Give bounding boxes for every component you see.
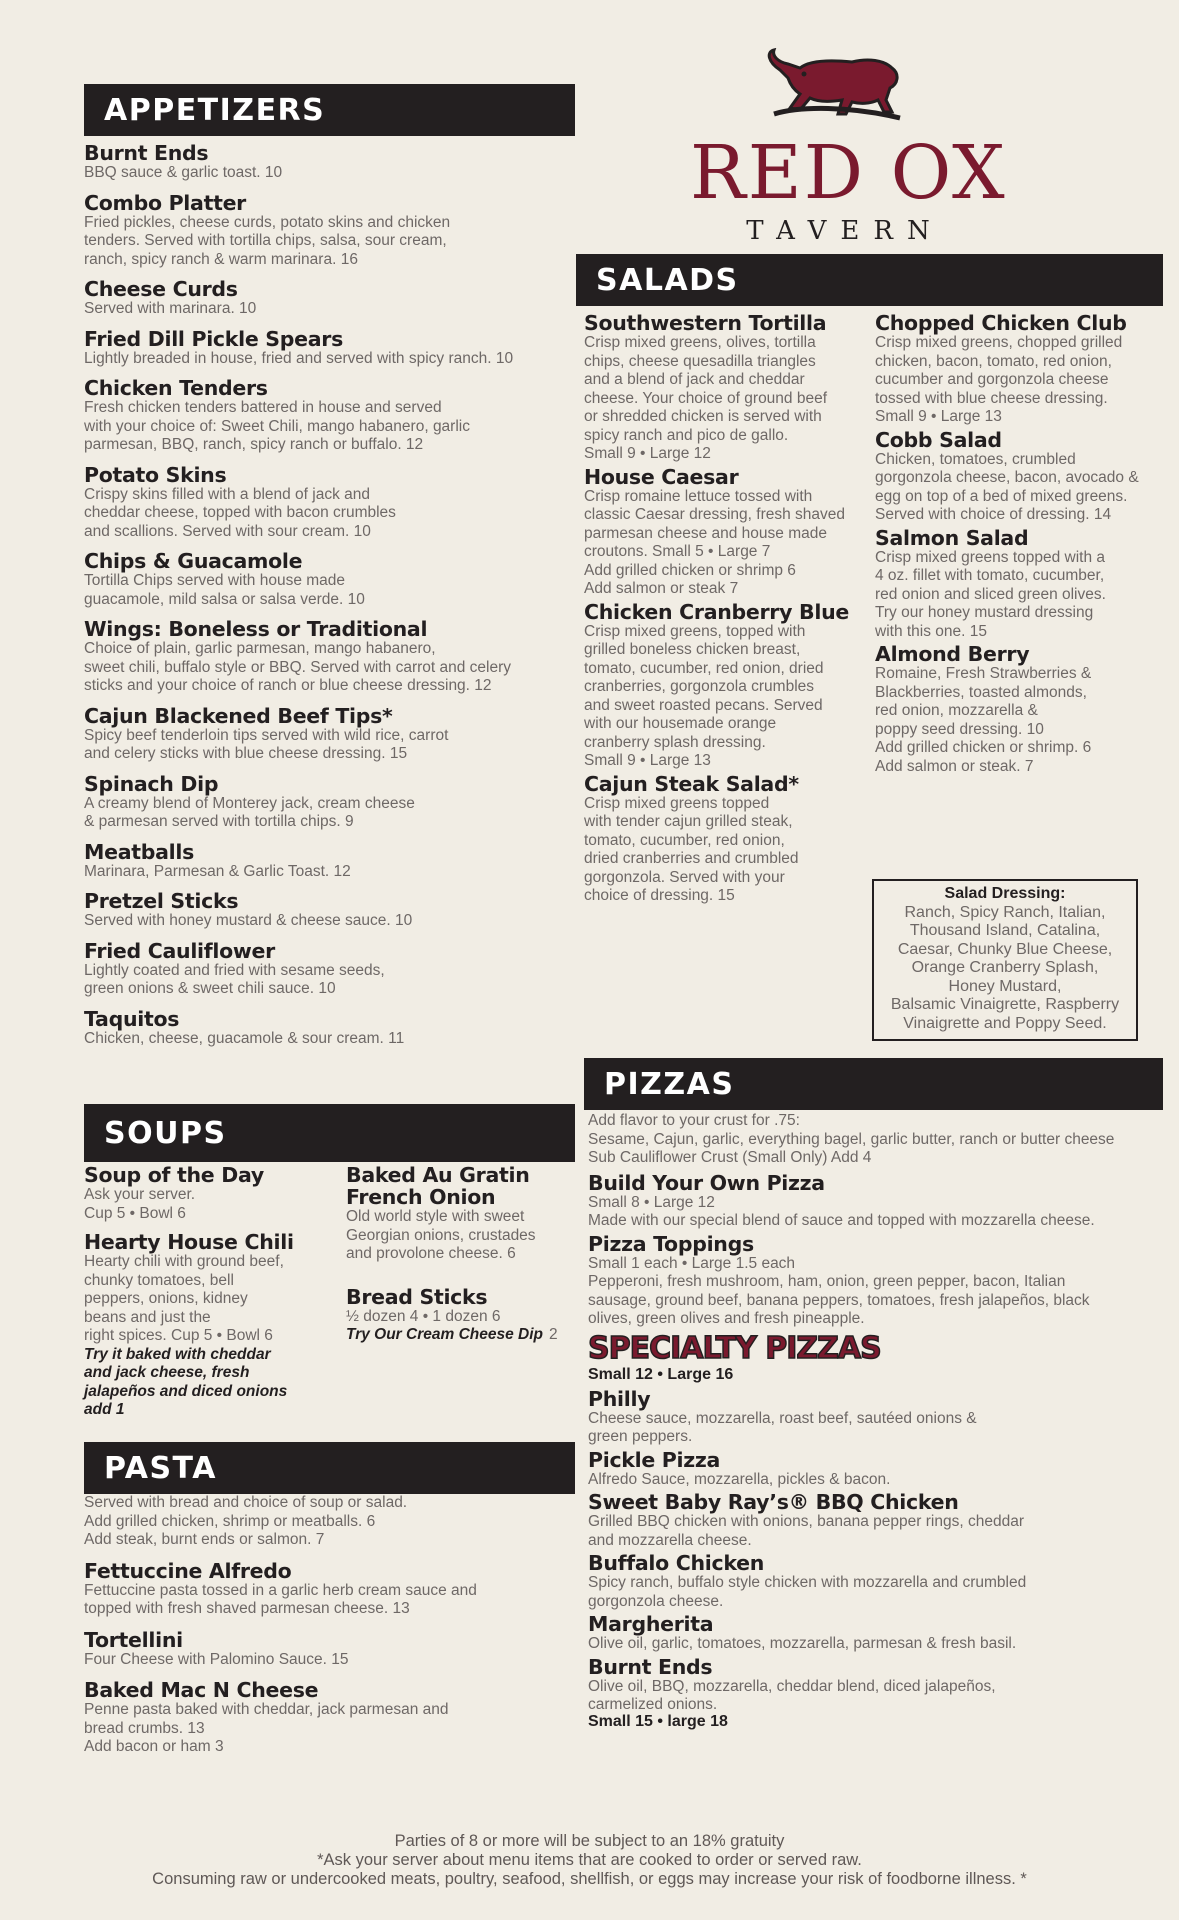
menu-item-description: Crisp romaine lettuce tossed with classic Caesar dressing, fresh shaved parmesan cheese and house made croutons. Small 5 • Large 7 Add grilled chicken or shrimp 6 Add salmon or steak 7 xyxy=(584,487,846,597)
menu-item-description: Alfredo Sauce, mozzarella, pickles & bacon. xyxy=(588,1470,891,1488)
menu-item xyxy=(588,1388,1168,1447)
appetizers-header: APPETIZERS xyxy=(84,84,575,136)
menu-item-description: ½ dozen 4 • 1 dozen 6 xyxy=(346,1307,501,1325)
menu-item-name: Taquitos xyxy=(84,1006,180,1031)
menu-item xyxy=(584,601,869,771)
menu-item-description: Crisp mixed greens, olives, tortilla chips, cheese quesadilla triangles and a blend of jack and cheddar cheese. Your choice of ground beef or shredded chicken is served with spicy ranch and pico de gallo. Small 9 • Large 12 xyxy=(584,334,828,462)
menu-item xyxy=(84,1008,584,1049)
menu-item-description: Choice of plain, garlic parmesan, mango habanero, sweet chili, buffalo style or BBQ. Served with carrot and celery sticks and your choice of ranch or blue cheese dressing. 12 xyxy=(84,640,512,694)
menu-item-description: Chicken, tomatoes, crumbled gorgonzola cheese, bacon, avocado & egg on top of a bed of mixed greens. Served with choice of dressing. 14 xyxy=(875,450,1139,523)
menu-item xyxy=(84,377,584,455)
menu-item-description: A creamy blend of Monterey jack, cream cheese & parmesan served with tortilla chips. 9 xyxy=(84,794,415,830)
menu-item-description: Cheese sauce, mozzarella, roast beef, sautéed onions & green peppers. xyxy=(588,1409,977,1445)
menu-item xyxy=(875,643,1160,776)
menu-item xyxy=(84,705,584,764)
menu-item xyxy=(588,1491,1168,1550)
menu-item-name: Cheese Curds xyxy=(84,277,238,301)
menu-item xyxy=(875,429,1160,525)
pasta-intro: Served with bread and choice of soup or salad. Add grilled chicken, shrimp or meatballs. 6 Add steak, burnt ends or salmon. 7 xyxy=(84,1494,408,1548)
menu-item-name: Fried Cauliflower xyxy=(84,938,275,963)
salads-header: SALADS xyxy=(576,254,1163,306)
salad-dressing-list: Ranch, Spicy Ranch, Italian, Thousand Island, Catalina, Caesar, Chunky Blue Cheese, Orange Cranberry Splash, Honey Mustard, Balsamic Vinaigrette, Raspberry Vinaigrette and Poppy Seed. xyxy=(890,903,1120,1032)
menu-item-name: Baked Mac N Cheese xyxy=(84,1678,319,1702)
menu-item xyxy=(84,773,584,832)
menu-item-note-text: Try Our Cream Cheese Dip xyxy=(346,1326,543,1343)
menu-item xyxy=(346,1164,586,1264)
menu-item-description: Grilled BBQ chicken with onions, banana pepper rings, cheddar and mozzarella cheese. xyxy=(588,1513,1024,1549)
pizzas-section xyxy=(588,1112,1168,1731)
salads-left-list xyxy=(584,312,869,908)
menu-item-description: Small 1 each • Large 1.5 each Pepperoni, fresh mushroom, ham, onion, green pepper, bacon, Italian sausage, ground beef, banana peppers, tomatoes, fresh jalapeños, black olives, green olives and fresh pineapple. xyxy=(588,1254,1090,1327)
menu-item-description: Romaine, Fresh Strawberries & Blackberries, toasted almonds, red onion, mozzarella & poppy seed dressing. 10 Add grilled chicken or shrimp. 6 Add salmon or steak. 7 xyxy=(875,665,1092,775)
menu-item-description: Fried pickles, cheese curds, potato skins and chicken tenders. Served with tortilla chips, salsa, sour cream, ranch, spicy ranch & warm marinara. 16 xyxy=(84,213,451,268)
soups-left-list xyxy=(84,1164,334,1428)
menu-item-name: Philly xyxy=(588,1386,651,1411)
menu-item xyxy=(588,1233,1168,1329)
pasta-section xyxy=(84,1494,584,1767)
menu-item xyxy=(84,464,584,542)
menu-item-name: Wings: Boneless or Traditional xyxy=(84,617,428,641)
menu-item xyxy=(875,312,1160,427)
menu-item-name: Chicken Tenders xyxy=(84,376,268,400)
menu-item xyxy=(84,890,584,931)
ox-icon xyxy=(760,48,910,132)
menu-item-name: Pretzel Sticks xyxy=(84,889,239,913)
menu-item xyxy=(588,1656,1168,1715)
menu-item-description: Lightly coated and fried with sesame seeds, green onions & sweet chili sauce. 10 xyxy=(84,961,385,997)
pizzas-intro: Add flavor to your crust for .75: Sesame, Cajun, garlic, everything bagel, garlic butter, ranch or butter cheese Sub Cauliflower Crust (Small Only) Add 4 xyxy=(588,1112,1115,1166)
menu-item-description: Crisp mixed greens topped with tender cajun grilled steak, tomato, cucumber, red onion, dried cranberries and crumbled gorgonzola. Served with your choice of dressing. 15 xyxy=(584,794,799,904)
pizzas-header: PIZZAS xyxy=(584,1058,1163,1110)
menu-item-name: Hearty House Chili xyxy=(84,1230,294,1254)
menu-item-name: Fried Dill Pickle Spears xyxy=(84,326,343,351)
menu-item-name: Baked Au Gratin French Onion xyxy=(346,1163,530,1209)
menu-item xyxy=(584,312,869,464)
specialty-prices: Small 12 • Large 16 xyxy=(588,1365,734,1383)
menu-item-description: Hearty chili with ground beef, chunky tomatoes, bell peppers, onions, kidney beans and just the right spices. Cup 5 • Bowl 6 xyxy=(84,1253,284,1344)
menu-item-name: Bread Sticks xyxy=(346,1284,488,1309)
menu-item-note xyxy=(346,1326,586,1345)
menu-item-description: Crisp mixed greens, chopped grilled chicken, bacon, tomato, red onion, cucumber and gorgonzola cheese tossed with blue cheese dressing. Small 9 • Large 13 xyxy=(875,334,1123,425)
footer-raw-notice: *Ask your server about menu items that are cooked to order or served raw. xyxy=(317,1851,862,1869)
menu-item-name: Tortellini xyxy=(84,1627,183,1652)
menu-item-description: Served with honey mustard & cheese sauce. 10 xyxy=(84,912,413,929)
specialty-pizzas-title: SPECIALTY PIZZAS xyxy=(588,1330,881,1366)
salad-dressing-title: Salad Dressing: xyxy=(944,885,1066,902)
menu-item xyxy=(588,1613,1168,1654)
soups-right-list xyxy=(346,1164,586,1367)
menu-item-name: Chicken Cranberry Blue xyxy=(584,599,849,624)
menu-item-name: Pickle Pizza xyxy=(588,1447,721,1472)
pasta-header: PASTA xyxy=(84,1442,575,1494)
menu-item-name: Cobb Salad xyxy=(875,427,1002,452)
menu-item xyxy=(588,1172,1168,1231)
menu-item xyxy=(584,466,869,599)
menu-item xyxy=(84,550,584,609)
menu-item-name: Cajun Blackened Beef Tips* xyxy=(84,703,393,728)
menu-item-name: Southwestern Tortilla xyxy=(584,311,827,335)
menu-item-description: Lightly breaded in house, fried and served with spicy ranch. 10 xyxy=(84,349,514,367)
menu-item xyxy=(588,1449,1168,1490)
menu-item xyxy=(84,841,584,882)
menu-item xyxy=(84,1231,334,1420)
menu-item-name: Burnt Ends xyxy=(588,1654,713,1679)
menu-item-name: Spinach Dip xyxy=(84,771,219,796)
menu-item xyxy=(84,1164,334,1223)
menu-item-name: Chopped Chicken Club xyxy=(875,311,1127,335)
menu-item-note-price: 2 xyxy=(548,1326,558,1343)
menu-item-name: Almond Berry xyxy=(875,642,1030,666)
menu-item-name: Potato Skins xyxy=(84,462,227,487)
menu-item xyxy=(84,1679,584,1757)
menu-item xyxy=(84,142,584,183)
menu-item-description: Small 8 • Large 12 Made with our special blend of sauce and topped with mozzarella cheese. xyxy=(588,1193,1095,1229)
menu-item xyxy=(875,527,1160,642)
menu-item-note xyxy=(84,1346,334,1420)
menu-item-description: Spicy beef tenderloin tips served with wild rice, carrot and celery sticks with blue cheese dressing. 15 xyxy=(84,726,449,762)
menu-item-description: Fettuccine pasta tossed in a garlic herb cream sauce and topped with fresh shaved parmesan cheese. 13 xyxy=(84,1581,477,1617)
salad-dressing-box xyxy=(872,879,1138,1041)
menu-item-description: BBQ sauce & garlic toast. 10 xyxy=(84,164,283,181)
menu-item-name: Soup of the Day xyxy=(84,1163,264,1187)
menu-item-description: Penne pasta baked with cheddar, jack parmesan and bread crumbs. 13 Add bacon or ham 3 xyxy=(84,1701,449,1755)
menu-item-description: Ask your server. Cup 5 • Bowl 6 xyxy=(84,1186,196,1222)
menu-item-name: Buffalo Chicken xyxy=(588,1551,765,1575)
menu-item-name: Margherita xyxy=(588,1612,714,1636)
menu-item-description: Olive oil, BBQ, mozzarella, cheddar blend, diced jalapeños, carmelized onions. xyxy=(588,1677,996,1713)
menu-item-description: Old world style with sweet Georgian onions, crustades and provolone cheese. 6 xyxy=(346,1208,536,1262)
menu-item-name: House Caesar xyxy=(584,464,739,489)
menu-item-description: Crisp mixed greens topped with a 4 oz. fillet with tomato, cucumber, red onion and sliced green olives. Try our honey mustard dressing with this one. 15 xyxy=(875,548,1106,640)
menu-item-name: Combo Platter xyxy=(84,190,246,215)
menu-item xyxy=(84,328,584,369)
menu-item-description: Chicken, cheese, guacamole & sour cream. 11 xyxy=(84,1029,405,1047)
menu-item-name: Meatballs xyxy=(84,839,195,864)
menu-item xyxy=(84,940,584,999)
menu-item-name: Cajun Steak Salad* xyxy=(584,771,799,796)
menu-item xyxy=(346,1286,586,1345)
footer-foodborne-warning: Consuming raw or undercooked meats, poultry, seafood, shellfish, or eggs may increase your risk of foodborne illness. * xyxy=(152,1870,1027,1888)
logo-subtitle: TAVERN xyxy=(746,216,944,246)
menu-item-name: Pizza Toppings xyxy=(588,1231,754,1256)
menu-item-description: Spicy ranch, buffalo style chicken with mozzarella and crumbled gorgonzola cheese. xyxy=(588,1574,1027,1610)
menu-item-name: Sweet Baby Ray’s® BBQ Chicken xyxy=(588,1490,959,1514)
menu-item-name: Chips & Guacamole xyxy=(84,549,303,573)
menu-item xyxy=(84,618,584,696)
menu-item-name: Fettuccine Alfredo xyxy=(84,1558,292,1583)
logo xyxy=(690,48,1007,248)
menu-item xyxy=(84,1629,584,1670)
footer-gratuity: Parties of 8 or more will be subject to an 18% gratuity xyxy=(394,1832,785,1850)
menu-item-description: Crispy skins filled with a blend of jack and cheddar cheese, topped with bacon crumbles and scallions. Served with sour cream. 10 xyxy=(84,485,396,540)
menu-item-name: Salmon Salad xyxy=(875,525,1029,550)
menu-item-description: Served with marinara. 10 xyxy=(84,300,257,317)
logo-name: RED OX xyxy=(690,130,1007,216)
menu-item-description: Olive oil, garlic, tomatoes, mozzarella, parmesan & fresh basil. xyxy=(588,1635,1017,1652)
menu-item-description: Tortilla Chips served with house made guacamole, mild salsa or salsa verde. 10 xyxy=(84,572,365,608)
menu-item-description: Marinara, Parmesan & Garlic Toast. 12 xyxy=(84,862,351,880)
menu-item xyxy=(84,1560,584,1619)
menu-item-description: Four Cheese with Palomino Sauce. 15 xyxy=(84,1650,349,1668)
menu-item xyxy=(84,192,584,270)
menu-item xyxy=(84,278,584,319)
menu-item-name: Burnt Ends xyxy=(84,141,209,165)
soups-header: SOUPS xyxy=(84,1104,575,1162)
specialty-last-prices: Small 15 • large 18 xyxy=(588,1712,728,1730)
menu-item xyxy=(584,773,869,906)
menu-item-description: Fresh chicken tenders battered in house and served with your choice of: Sweet Chili, mango habanero, garlic parmesan, BBQ, ranch, spicy ranch or buffalo. 12 xyxy=(84,399,470,453)
menu-item xyxy=(588,1552,1168,1611)
appetizers-list xyxy=(84,142,584,1057)
salads-right-list xyxy=(875,312,1160,778)
menu-item-name: Build Your Own Pizza xyxy=(588,1170,825,1195)
menu-item-description: Crisp mixed greens, topped with grilled boneless chicken breast, tomato, cucumber, red onion, dried cranberries, gorgonzola crumbles and sweet roasted pecans. Served with our housemade orange cranberry splash dressing. Small 9 • Large 13 xyxy=(584,622,824,769)
menu-item-note-text: Try it baked with cheddar and jack cheese, fresh jalapeños and diced onions add 1 xyxy=(84,1345,288,1418)
